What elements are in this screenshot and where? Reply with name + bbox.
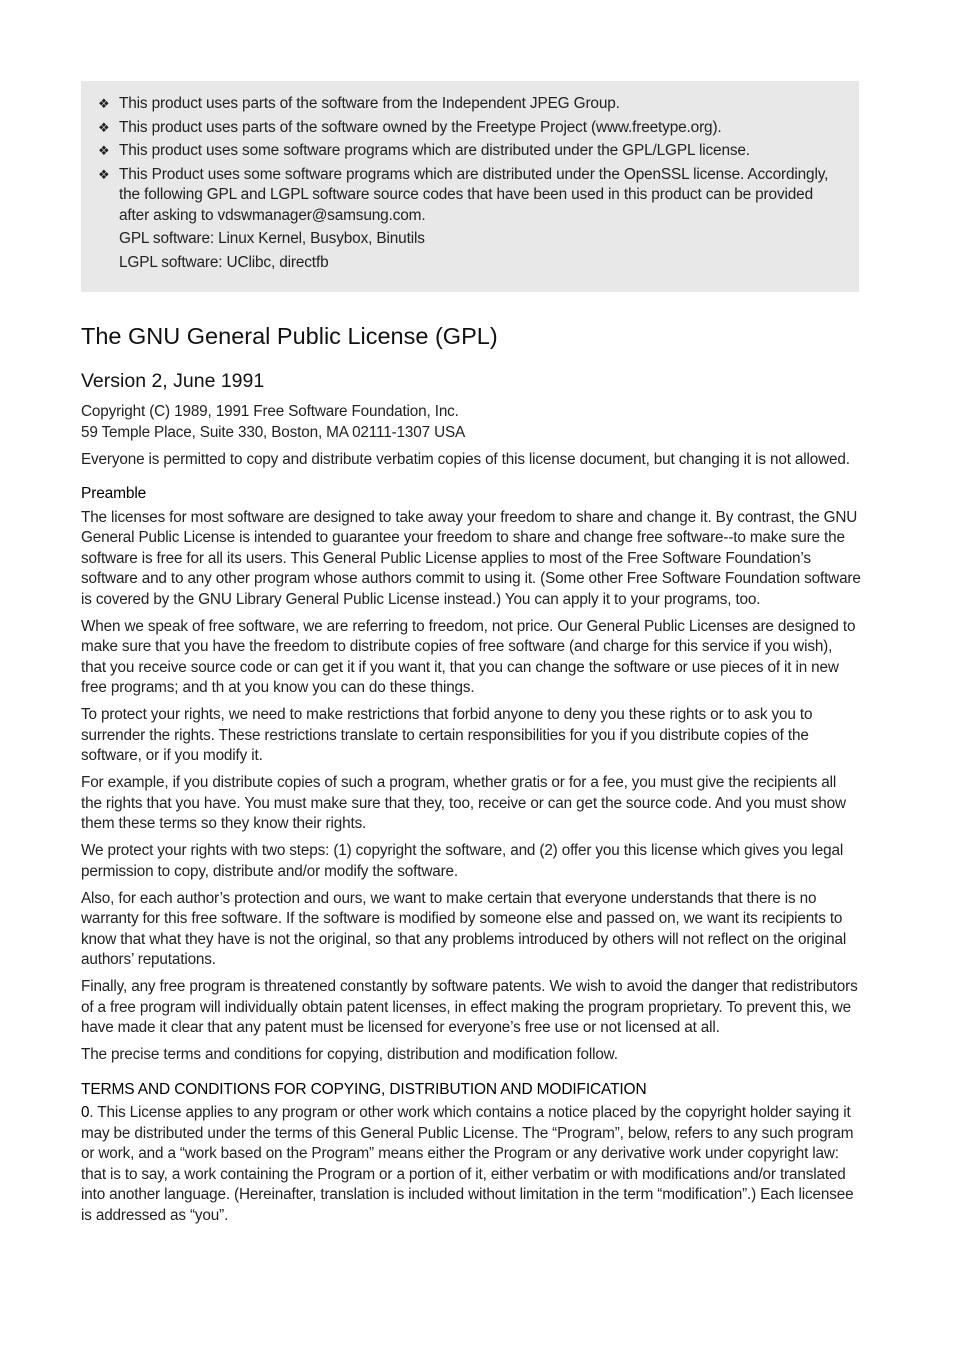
preamble-paragraph: We protect your rights with two steps: (1) copyright the software, and (2) offer you this license which gives you legal permission to copy, distribute and/or modify the software. [81, 842, 844, 880]
preamble-paragraph: When we speak of free software, we are referring to freedom, not price. Our General Public Licenses are designed to make sure that you have the freedom to distribute copies of free software (and charge for this service if you wish), that you receive source code or can get it if you want it, that you can change the software or use pieces of it in new free programs; and th at you know you can do these things. [81, 617, 856, 696]
license-content [81, 320, 861, 1233]
notice-text: This Product uses some software programs which are distributed under the OpenSSL license. Accordingly, the following GPL and LGPL software source codes that have been used in this product can be provided after asking to vdswmanager@samsung.com. [119, 165, 829, 224]
lgpl-software-list: LGPL software: UClibc, directfb [119, 253, 329, 271]
clause-text: . This License applies to any program or other work which contains a notice placed by the copyright holder saying it may be distributed under the terms of this General Public License. The “Program”, below, refers to any such program or work, and a “work based on the Program” means either the Program or any derivative work under copyright law: that is to say, a work containing the Program or a portion of it, either verbatim or with modifications and/or translated into another language. (Hereinafter, translation is included without limitation in the term “modification”.) Each licensee is addressed as “you”. [81, 1104, 854, 1224]
license-version: Version 2, June 1991 [81, 370, 265, 392]
software-notice-box [81, 81, 859, 292]
diamond-bullet-icon: ❖ [98, 96, 110, 111]
clause-number: 0 [81, 1104, 90, 1121]
license-title: The GNU General Public License (GPL) [81, 323, 498, 349]
copyright-line: Copyright (C) 1989, 1991 Free Software Foundation, Inc. [81, 403, 459, 420]
notice-text: This product uses parts of the software from the Independent JPEG Group. [119, 95, 620, 112]
address-line: 59 Temple Place, Suite 330, Boston, MA 02111-1307 USA [81, 423, 466, 441]
copyright-notice [81, 402, 861, 443]
preamble-paragraph: Also, for each author’s protection and ours, we want to make certain that everyone understands that there is no warranty for this free software. If the software is modified by someone else and passed on, we want its recipients to know that what they have is not the original, so that any problems introduced by others will not reflect on the original authors’ reputations. [81, 889, 847, 968]
diamond-bullet-icon: ❖ [98, 166, 110, 182]
terms-heading: TERMS AND CONDITIONS FOR COPYING, DISTRIBUTION AND MODIFICATION [81, 1080, 647, 1098]
notice-item [98, 94, 839, 115]
preamble-paragraph: For example, if you distribute copies of such a program, whether gratis or for a fee, you must give the recipients all the rights that you have. You must make sure that they, too, receive or can get the source code. And you must show them these terms so they know their rights. [81, 774, 846, 832]
permission-statement: Everyone is permitted to copy and distribute verbatim copies of this license document, but changing it is not allowed. [81, 450, 850, 468]
preamble-heading: Preamble [81, 485, 147, 502]
diamond-bullet-icon: ❖ [98, 143, 110, 158]
preamble-paragraph: The precise terms and conditions for copying, distribution and modification follow. [81, 1046, 618, 1063]
diamond-bullet-icon: ❖ [98, 119, 110, 135]
notice-list [98, 94, 839, 273]
preamble-paragraph: Finally, any free program is threatened constantly by software patents. We wish to avoid the danger that redistributors of a free program will individually obtain patent licenses, in effect making the program proprietary. To prevent this, we have made it clear that any patent must be licensed for everyone’s free use or not licensed at all. [81, 978, 858, 1036]
gpl-software-list: GPL software: Linux Kernel, Busybox, Binutils [119, 230, 425, 247]
preamble-paragraph: The licenses for most software are designed to take away your freedom to share and change it. By contrast, the GNU General Public License is intended to guarantee your freedom to share and change free software--to make sure the software is free for all its users. This General Public License applies to most of the Free Software Foundation’s software and to any other program whose authors commit to using it. (Some other Free Software Foundation software is covered by the GNU Library General Public License instead.) You can apply it to your programs, too. [81, 508, 861, 608]
notice-text: This product uses some software programs which are distributed under the GPL/LGPL license. [119, 142, 750, 159]
notice-item [98, 165, 839, 274]
notice-item [98, 118, 839, 139]
notice-text: This product uses parts of the software owned by the Freetype Project (www.freetype.org). [119, 118, 722, 136]
notice-item [98, 141, 839, 162]
clause-0 [81, 1103, 861, 1226]
preamble-paragraph: To protect your rights, we need to make restrictions that forbid anyone to deny you these rights or to ask you to surrender the rights. These restrictions translate to certain responsibilities for you if you distribute copies of the software, or if you modify it. [81, 706, 813, 764]
